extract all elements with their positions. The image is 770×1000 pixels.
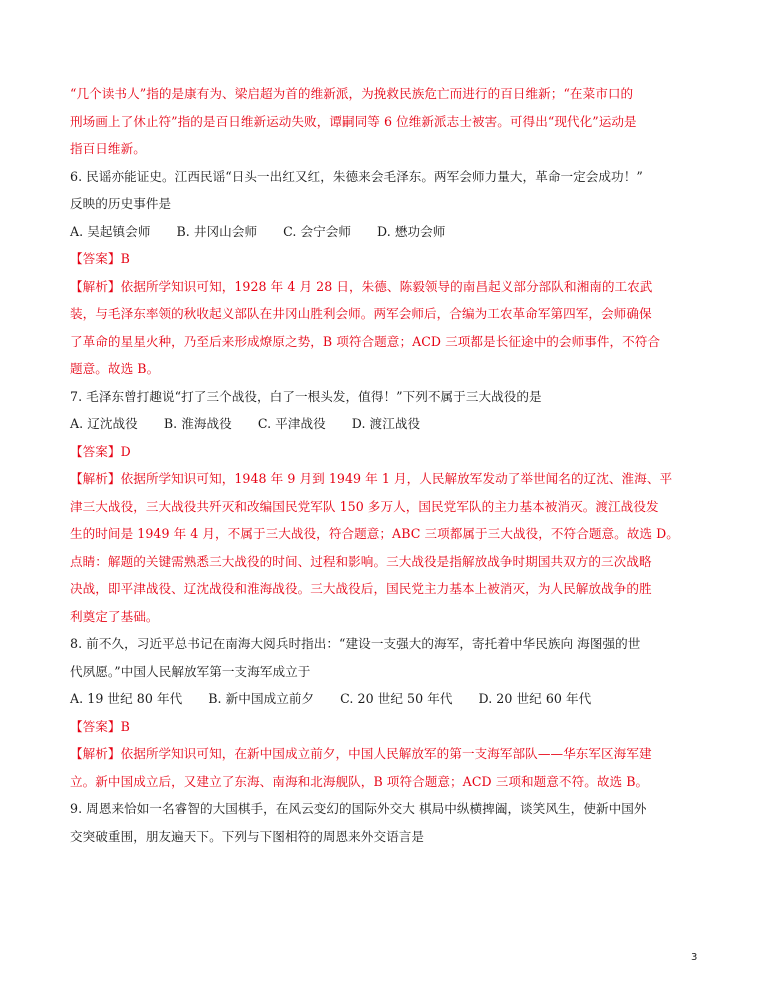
q6-stem-line-1: 6. 民谣亦能证史。江西民谣“日头一出红又红，朱德来会毛泽东。两军会师力量大，革命一定会成功！” bbox=[70, 168, 643, 184]
q8-options bbox=[70, 691, 702, 707]
q7-explanation-line-1: 【解析】依据所学知识可知，1948 年 9 月到 1949 年 1 月，人民解放军发动了举世闻名的辽沈、淮海、平 bbox=[70, 471, 673, 486]
q5-explanation-line-2: 刑场画上了休止符”指的是百日维新运动失败，谭嗣同等 6 位维新派志士被害。可得出“现代化”运动是 bbox=[70, 113, 637, 129]
q8-stem-line-2: 代夙愿。”中国人民解放军第一支海军成立于 bbox=[70, 663, 311, 679]
q6-answer: 【答案】B bbox=[70, 251, 130, 266]
option-c: C. 平津战役 bbox=[257, 416, 326, 431]
option-d: D. 20 世纪 60 年代 bbox=[478, 691, 592, 706]
document-body bbox=[70, 86, 702, 856]
q7-options bbox=[70, 416, 702, 432]
q7-comment-line-2: 决战，即平津战役、辽沈战役和淮海战役。三大战役后，国民党主力基本上被消灭，为人民解放战争的胜 bbox=[70, 581, 652, 596]
q8-explanation-line-1: 【解析】依据所学知识可知，在新中国成立前夕，中国人民解放军的第一支海军部队——华东军区海军建 bbox=[70, 746, 652, 761]
q7-comment-line-3: 利奠定了基础。 bbox=[70, 608, 159, 624]
option-b: B. 井冈山会师 bbox=[176, 223, 258, 239]
option-a: A. 19 世纪 80 年代 bbox=[70, 691, 183, 706]
q8-explanation-line-2: 立。新中国成立后，又建立了东海、南海和北海舰队，B 项符合题意；ACD 三项和题意不符。故选 B。 bbox=[70, 773, 649, 789]
q7-answer: 【答案】D bbox=[70, 443, 131, 459]
q6-explanation-line-1: 【解析】依据所学知识可知，1928 年 4 月 28 日，朱德、陈毅领导的南昌起义部分部队和湘南的工农武 bbox=[70, 278, 653, 294]
option-b: B. 淮海战役 bbox=[163, 416, 232, 431]
q6-explanation-line-3: 了革命的星星火种，乃至后来形成燎原之势，B 项符合题意；ACD 三项都是长征途中的会师事件，不符合 bbox=[70, 333, 661, 349]
q8-answer: 【答案】B bbox=[70, 718, 130, 734]
q6-stem-line-2: 反映的历史事件是 bbox=[70, 196, 172, 211]
q9-stem-line-1: 9. 周恩来恰如一名睿智的大国棋手，在风云变幻的国际外交大 棋局中纵横捭阖，谈笑风生，使新中国外 bbox=[70, 801, 647, 816]
option-c: C. 会宁会师 bbox=[283, 223, 352, 239]
q7-explanation-line-2: 津三大战役，三大战役共歼灭和改编国民党军队 150 多万人，国民党军队的主力基本被消灭。渡江战役发 bbox=[70, 498, 659, 514]
option-b: B. 新中国成立前夕 bbox=[208, 691, 315, 706]
option-a: A. 吴起镇会师 bbox=[70, 223, 151, 239]
q6-explanation-line-4: 题意。故选 B。 bbox=[70, 361, 160, 376]
option-c: C. 20 世纪 50 年代 bbox=[340, 691, 453, 706]
option-d: D. 懋功会师 bbox=[377, 223, 446, 239]
option-a: A. 辽沈战役 bbox=[70, 416, 138, 431]
q7-stem-line-1: 7. 毛泽东曾打趣说“打了三个战役，白了一根头发，值得！”下列不属于三大战役的是 bbox=[70, 388, 542, 404]
q7-comment-line-1: 点睛：解题的关键需熟悉三大战役的时间、过程和影响。三大战役是指解放战争时期国共双方的三次战略 bbox=[70, 553, 652, 569]
q6-explanation-line-2: 装，与毛泽东率领的秋收起义部队在井冈山胜利会师。两军会师后，合编为工农革命军第四军，会师确保 bbox=[70, 306, 652, 321]
q8-stem-line-1: 8. 前不久，习近平总书记在南海大阅兵时指出：“建设一支强大的海军，寄托着中华民族向 海图强的世 bbox=[70, 636, 641, 651]
q7-explanation-line-3: 生的时间是 1949 年 4 月，不属于三大战役，符合题意；ABC 三项都属于三大战役，不符合题意。故选 D。 bbox=[70, 526, 679, 541]
option-d: D. 渡江战役 bbox=[351, 416, 421, 431]
page-number: 3 bbox=[691, 952, 698, 963]
q5-explanation-line-3: 指百日维新。 bbox=[70, 141, 146, 156]
q6-options bbox=[70, 224, 702, 240]
q9-stem-line-2: 交突破重围，朋友遍天下。下列与下图相符的周恩来外交语言是 bbox=[70, 828, 425, 844]
q5-explanation-line-1: “几个读书人”指的是康有为、梁启超为首的维新派，为挽救民族危亡而进行的百日维新；“在菜市口的 bbox=[70, 86, 634, 101]
